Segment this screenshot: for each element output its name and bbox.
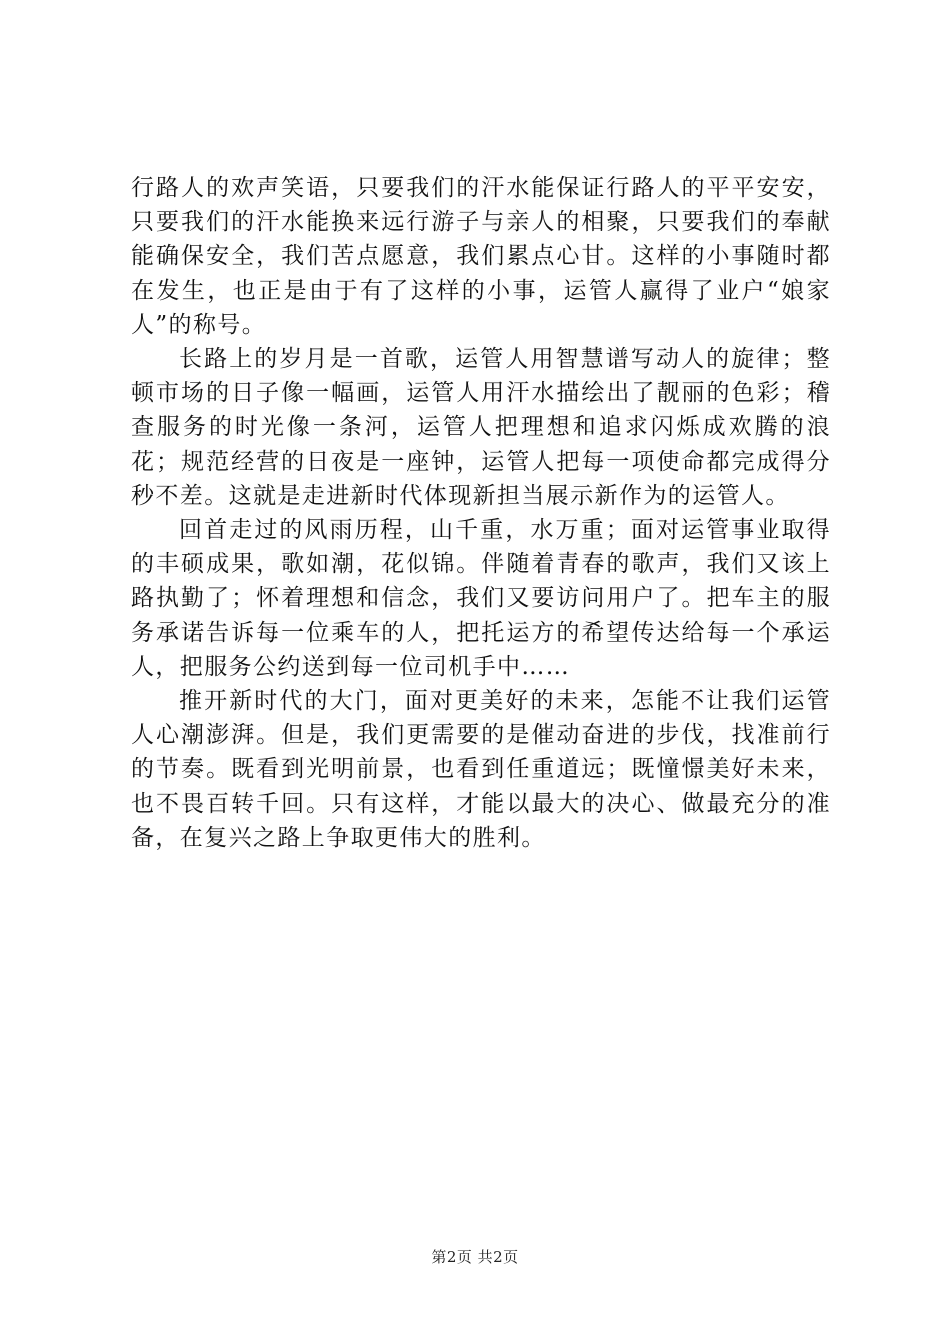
paragraph-1: 行路人的欢声笑语，只要我们的汗水能保证行路人的平平安安，只要我们的汗水能换来远行游子与亲人的相聚，只要我们的奉献能确保安全，我们苦点愿意，我们累点心甘。这样的小事随时都在发生，也正是由于有了这样的小事，运管人赢得了业户“娘家人”的称号。 bbox=[131, 175, 831, 338]
paragraph-4: 推开新时代的大门，面对更美好的未来，怎能不让我们运管人心潮澎湃。但是，我们更需要的是催动奋进的步伐，找准前行的节奏。既看到光明前景，也看到任重道远；既憧憬美好未来，也不畏百转千回。只有这样，才能以最大的决心、做最充分的准备，在复兴之路上争取更伟大的胜利。 bbox=[131, 688, 831, 851]
paragraph-2: 长路上的岁月是一首歌，运管人用智慧谱写动人的旋律；整顿市场的日子像一幅画，运管人用汗水描绘出了靓丽的色彩；稽查服务的时光像一条河，运管人把理想和追求闪烁成欢腾的浪花；规范经营的日夜是一座钟，运管人把每一项使命都完成得分秒不差。这就是走进新时代体现新担当展示新作为的运管人。 bbox=[131, 346, 831, 509]
paragraph-3: 回首走过的风雨历程，山千重，水万重；面对运管事业取得的丰硕成果，歌如潮，花似锦。伴随着青春的歌声，我们又该上路执勤了；怀着理想和信念，我们又要访问用户了。把车主的服务承诺告诉每一位乘车的人，把托运方的希望传达给每一个承运人，把服务公约送到每一位司机手中…… bbox=[131, 517, 831, 680]
page-footer: 第2页 共2页 bbox=[431, 1248, 519, 1266]
document-body bbox=[131, 171, 831, 855]
